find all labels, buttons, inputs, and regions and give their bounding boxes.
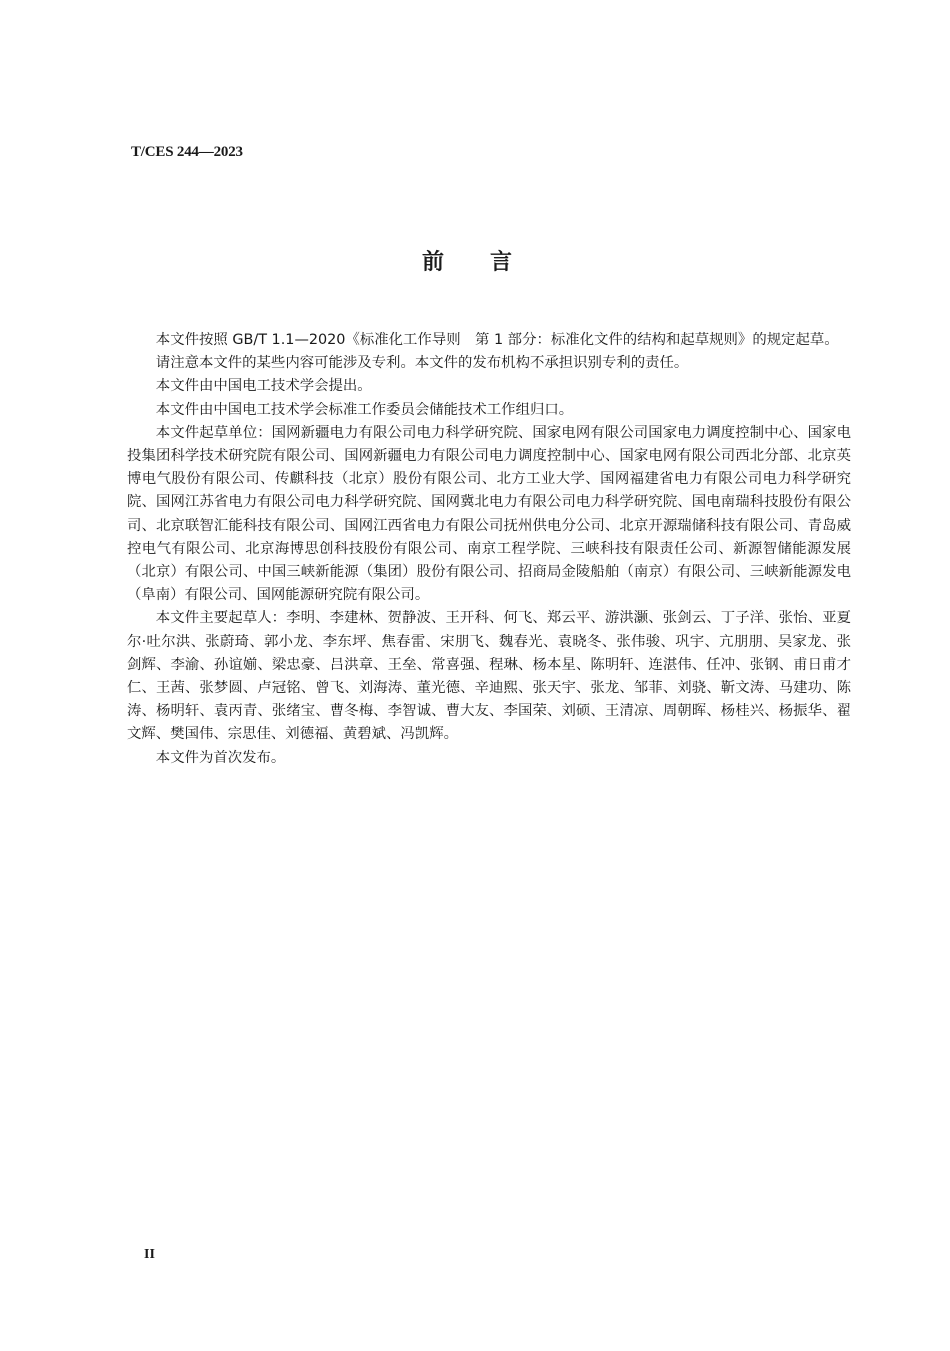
paragraph-administrator: 本文件由中国电工技术学会标准工作委员会储能技术工作组归口。 (155, 401, 574, 418)
paragraph-drafting-organizations: 本文件起草单位：国网新疆电力有限公司电力科学研究院、国家电网有限公司国家电力调度控制中心、国家电投集团科学技术研究院有限公司、国网新疆电力有限公司电力调度控制中心、国家电网有限公司西北分部、北京英博电气股份有限公司、传麒科技（北京）股份有限公司、北方工业大学、国网福建省电力有限公司电力科学研究院、国网江苏省电力有限公司电力科学研究院、国网冀北电力有限公司电力科学研究院、国电南瑞科技股份有限公司、北京联智汇能科技有限公司、国网江西省电力有限公司抚州供电分公司、北京开源瑞储科技有限公司、青岛威控电气有限公司、北京海博思创科技股份有限公司、南京工程学院、三峡科技有限责任公司、新源智储能源发展（北京）有限公司、中国三峡新能源（集团）股份有限公司、招商局金陵船舶（南京）有限公司、三峡新能源发电（阜南）有限公司、国网能源研究院有限公司。 (127, 424, 851, 604)
paragraph-drafters: 本文件主要起草人：李明、李建林、贺静波、王开科、何飞、郑云平、游洪灏、张剑云、丁子洋、张怡、亚夏尔·吐尔洪、张蔚琦、郭小龙、李东坪、焦春雷、宋朋飞、魏春光、袁晓冬、张伟骏、巩宇、亢朋朋、吴家龙、张剑辉、李渝、孙谊媊、梁忠豪、吕洪章、王垒、常喜强、程琳、杨本星、陈明轩、连湛伟、任冲、张钢、甫日甫才仁、王茜、张梦圆、卢冠铭、曾飞、刘海涛、董光德、辛迪熙、张天宇、张龙、邹菲、刘骁、靳文涛、马建功、陈涛、杨明轩、袁丙青、张绪宝、曹冬梅、李智诚、曹大友、李国荣、刘硕、王清凉、周朝晖、杨桂兴、杨振华、翟文辉、樊国伟、宗思佳、刘德福、黄碧斌、冯凯辉。 (127, 610, 851, 743)
page-number: II (144, 1247, 155, 1262)
paragraph-proposer: 本文件由中国电工技术学会提出。 (155, 378, 372, 395)
paragraph-first-release: 本文件为首次发布。 (155, 749, 286, 766)
document-code: T/CES 244—2023 (131, 144, 243, 160)
section-title: 前言 (421, 250, 558, 275)
paragraph-drafting-rules: 本文件按照 GB/T 1.1—2020《标准化工作导则 第 1 部分：标准化文件的结构和起草规则》的规定起草。 (155, 332, 839, 348)
foreword-body (127, 329, 851, 770)
paragraph-patent-notice: 请注意本文件的某些内容可能涉及专利。本文件的发布机构不承担识别专利的责任。 (155, 355, 689, 372)
